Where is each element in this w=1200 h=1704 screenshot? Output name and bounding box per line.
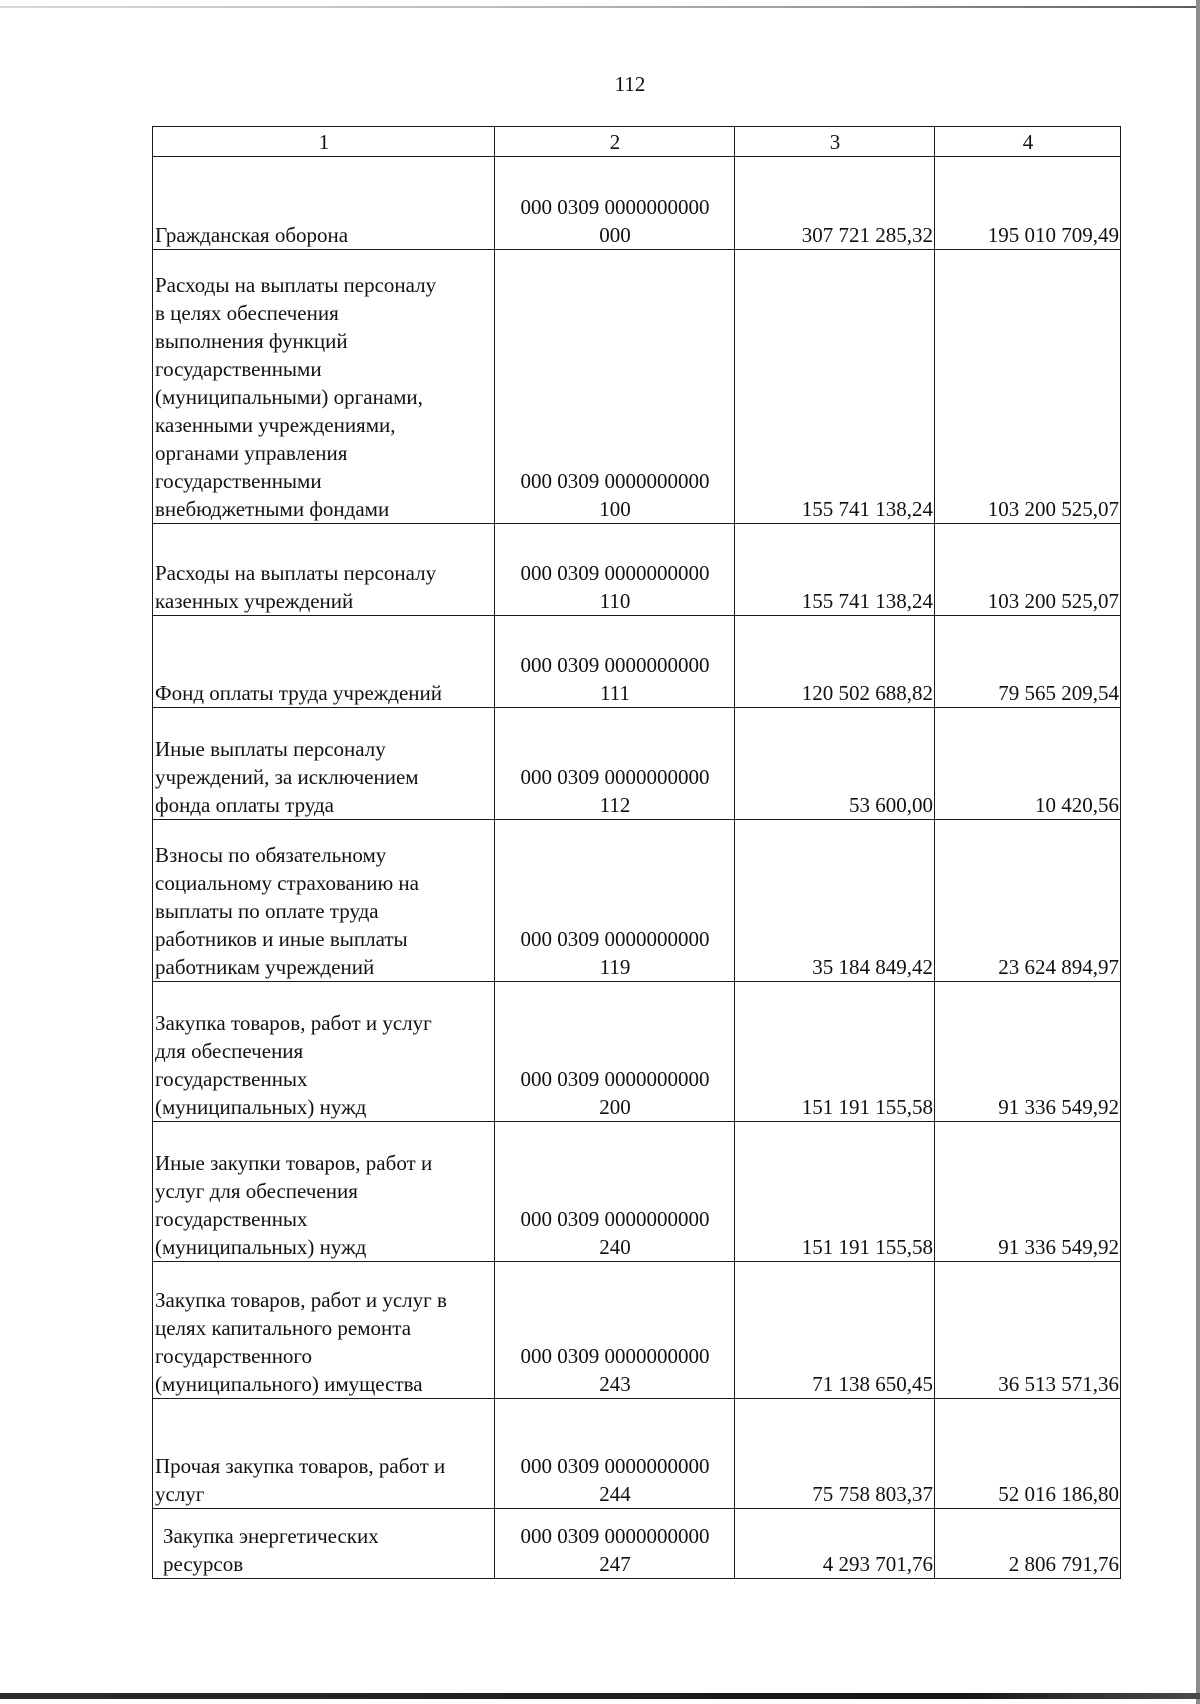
row-amount-col4: 52 016 186,80 (935, 1399, 1121, 1509)
row-name-line: государственными (155, 469, 322, 493)
row-name-line: внебюджетными фондами (155, 497, 390, 521)
row-amount-col4: 91 336 549,92 (935, 982, 1121, 1122)
table-row (153, 1122, 1121, 1262)
row-name-cell (153, 1509, 495, 1579)
row-name-line: ресурсов (163, 1552, 244, 1576)
row-name-line: фонда оплаты труда (155, 793, 334, 817)
table-row (153, 820, 1121, 982)
row-code-cell (495, 820, 735, 982)
row-code-cell (495, 250, 735, 524)
row-name-line: Закупка товаров, работ и услуг в (155, 1288, 447, 1312)
row-code-cell (495, 524, 735, 616)
row-name-cell (153, 1262, 495, 1399)
row-code-line: 000 0309 0000000000 (520, 1454, 710, 1478)
row-name-line: (муниципальных) нужд (155, 1235, 367, 1259)
column-header: 4 (935, 127, 1121, 157)
row-name-line: (муниципальных) нужд (155, 1095, 367, 1119)
row-code-line: 244 (599, 1482, 631, 1506)
row-code-line: 240 (599, 1235, 631, 1259)
row-name-line: Расходы на выплаты персоналу (155, 561, 437, 585)
row-code-line: 000 0309 0000000000 (520, 653, 710, 677)
row-name-line: казенными учреждениями, (155, 413, 396, 437)
row-code-line: 111 (600, 681, 630, 705)
table-row (153, 1399, 1121, 1509)
table-row (153, 708, 1121, 820)
row-amount-col4: 195 010 709,49 (935, 157, 1121, 250)
row-code-cell (495, 1122, 735, 1262)
row-code-line: 000 0309 0000000000 (520, 195, 710, 219)
row-code-cell (495, 1509, 735, 1579)
row-amount-col3: 4 293 701,76 (735, 1509, 935, 1579)
row-name-cell (153, 616, 495, 708)
table-row (153, 982, 1121, 1122)
row-name-cell (153, 1399, 495, 1509)
row-amount-col3: 307 721 285,32 (735, 157, 935, 250)
row-name-cell (153, 524, 495, 616)
row-name-line: выплаты по оплате труда (155, 899, 379, 923)
row-amount-col3: 53 600,00 (735, 708, 935, 820)
scan-border-bottom (0, 1693, 1200, 1699)
row-code-line: 112 (599, 793, 631, 817)
row-amount-col4: 91 336 549,92 (935, 1122, 1121, 1262)
row-name-line: органами управления (155, 441, 348, 465)
column-header: 2 (495, 127, 735, 157)
row-name-line: государственных (155, 1067, 308, 1091)
row-code-cell (495, 157, 735, 250)
row-amount-col3: 151 191 155,58 (735, 982, 935, 1122)
row-name-line: Иные выплаты персоналу (155, 737, 386, 761)
row-code-line: 000 (599, 223, 631, 247)
row-code-line: 000 0309 0000000000 (520, 469, 710, 493)
row-code-line: 200 (599, 1095, 631, 1119)
row-name-cell (153, 1122, 495, 1262)
row-amount-col4: 103 200 525,07 (935, 250, 1121, 524)
row-name-line: Расходы на выплаты персоналу (155, 273, 437, 297)
row-code-line: 000 0309 0000000000 (520, 1524, 710, 1548)
row-code-line: 000 0309 0000000000 (520, 1067, 710, 1091)
budget-table (152, 126, 1121, 1579)
row-amount-col3: 120 502 688,82 (735, 616, 935, 708)
row-name-line: Закупка энергетических (163, 1524, 379, 1548)
row-name-line: работникам учреждений (155, 955, 375, 979)
row-name-line: Иные закупки товаров, работ и (155, 1151, 433, 1175)
row-amount-col3: 35 184 849,42 (735, 820, 935, 982)
row-code-cell (495, 708, 735, 820)
row-code-line: 100 (599, 497, 631, 521)
row-amount-col4: 79 565 209,54 (935, 616, 1121, 708)
scan-border-right (1196, 0, 1200, 1704)
table-row (153, 157, 1121, 250)
table-row (153, 524, 1121, 616)
row-code-line: 119 (599, 955, 631, 979)
row-name-line: в целях обеспечения (155, 301, 339, 325)
row-name-line: государственными (155, 357, 322, 381)
row-name-line: Взносы по обязательному (155, 843, 387, 867)
row-name-line: для обеспечения (155, 1039, 304, 1063)
row-amount-col3: 151 191 155,58 (735, 1122, 935, 1262)
row-name-line: Закупка товаров, работ и услуг (155, 1011, 432, 1035)
row-amount-col4: 2 806 791,76 (935, 1509, 1121, 1579)
row-code-line: 000 0309 0000000000 (520, 1344, 710, 1368)
table-header-row (153, 127, 1121, 157)
row-name-line: работников и иные выплаты (155, 927, 408, 951)
row-name-line: государственного (155, 1344, 313, 1368)
row-name-line: услуг для обеспечения (155, 1179, 358, 1203)
row-code-line: 243 (599, 1372, 631, 1396)
table-row (153, 1509, 1121, 1579)
row-amount-col4: 103 200 525,07 (935, 524, 1121, 616)
row-code-line: 000 0309 0000000000 (520, 927, 710, 951)
row-amount-col4: 23 624 894,97 (935, 820, 1121, 982)
table-row (153, 250, 1121, 524)
row-name-line: казенных учреждений (155, 589, 354, 613)
row-code-line: 110 (599, 589, 631, 613)
row-amount-col4: 10 420,56 (935, 708, 1121, 820)
row-name-line: выполнения функций (155, 329, 348, 353)
row-name-cell (153, 820, 495, 982)
row-code-cell (495, 616, 735, 708)
row-name-cell (153, 982, 495, 1122)
row-amount-col3: 71 138 650,45 (735, 1262, 935, 1399)
row-name-line: Прочая закупка товаров, работ и (155, 1454, 446, 1478)
table-row (153, 1262, 1121, 1399)
scan-border-top (0, 6, 1200, 8)
row-name-line: (муниципального) имущества (155, 1372, 423, 1396)
row-amount-col4: 36 513 571,36 (935, 1262, 1121, 1399)
row-name-line: (муниципальными) органами, (155, 385, 423, 409)
row-name-line: учреждений, за исключением (155, 765, 419, 789)
row-code-cell (495, 1262, 735, 1399)
row-code-line: 000 0309 0000000000 (520, 561, 710, 585)
row-code-line: 247 (599, 1552, 631, 1576)
row-amount-col3: 75 758 803,37 (735, 1399, 935, 1509)
page-number: 112 (614, 72, 646, 96)
row-name-line: социальному страхованию на (155, 871, 419, 895)
table-row (153, 616, 1121, 708)
row-amount-col3: 155 741 138,24 (735, 524, 935, 616)
row-code-cell (495, 982, 735, 1122)
row-name-line: Гражданская оборона (155, 223, 349, 247)
row-name-line: услуг (155, 1482, 205, 1506)
row-amount-col3: 155 741 138,24 (735, 250, 935, 524)
row-code-cell (495, 1399, 735, 1509)
row-name-cell (153, 157, 495, 250)
row-name-line: государственных (155, 1207, 308, 1231)
row-code-line: 000 0309 0000000000 (520, 765, 710, 789)
column-header: 3 (735, 127, 935, 157)
row-code-line: 000 0309 0000000000 (520, 1207, 710, 1231)
column-header: 1 (153, 127, 495, 157)
row-name-line: целях капитального ремонта (155, 1316, 412, 1340)
row-name-cell (153, 250, 495, 524)
row-name-cell (153, 708, 495, 820)
row-name-line: Фонд оплаты труда учреждений (155, 681, 442, 705)
